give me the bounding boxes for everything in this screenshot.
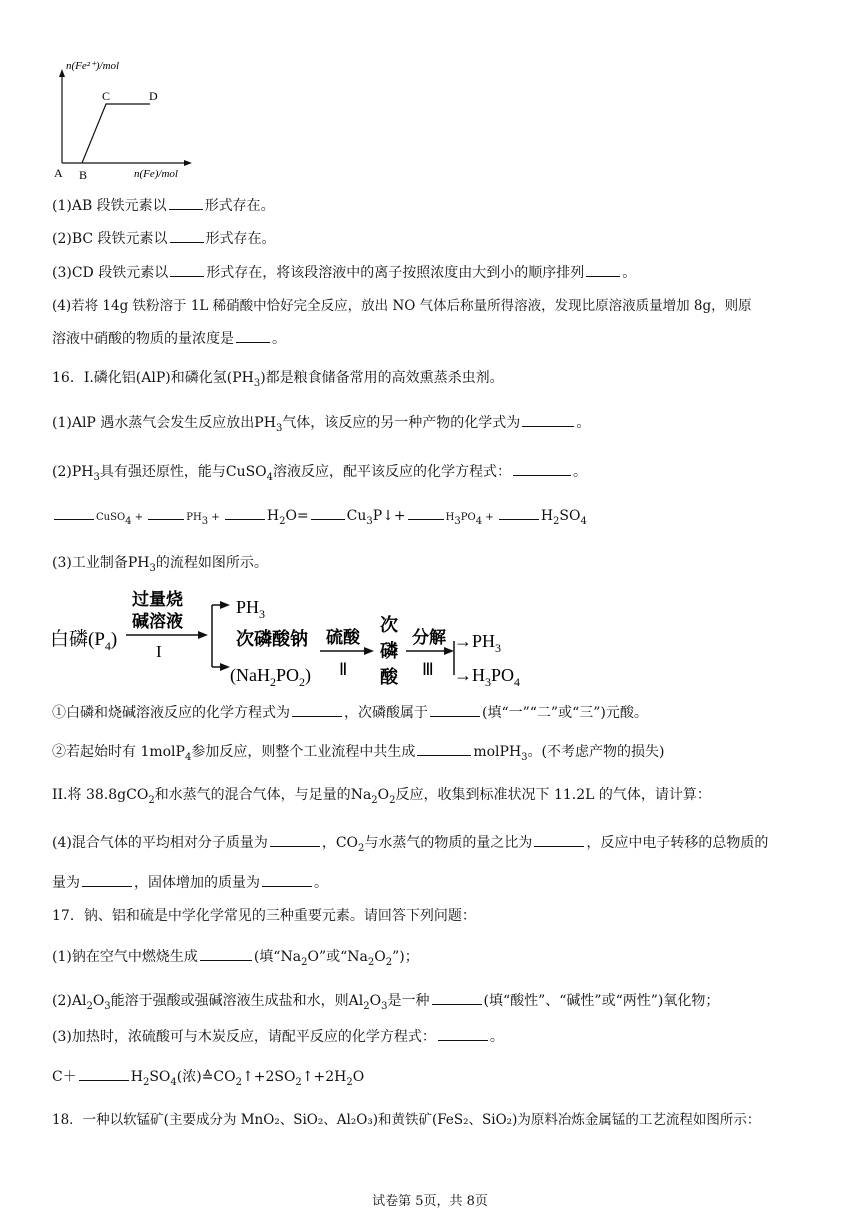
y-axis-arrow — [59, 69, 65, 77]
product-nah2po2: $(NaH_2PO_2)$ — [230, 665, 311, 689]
answer-blank[interactable] — [534, 832, 584, 847]
q15-part2: (2)BC 段铁元素以 形式存在。 — [52, 228, 276, 249]
point-d: D — [149, 89, 158, 103]
answer-blank[interactable] — [432, 990, 482, 1005]
arrow3-step: Ⅲ — [422, 660, 434, 679]
arrow2-label: 硫酸 — [326, 628, 360, 647]
arrow1-label-top2: 碱溶液 — [132, 612, 183, 631]
hypophosphorous-acid-3: 酸 — [380, 667, 398, 687]
q16-title: 16．I.磷化铝(AlP)和磷化氢$(PH_3)$都是粮食储备常用的高效熏蒸杀虫剂。 — [52, 370, 504, 389]
q18-title: 18．一种以软锰矿(主要成分为 MnO₂、SiO₂、Al₂O₃)和黄铁矿(FeS₂、SiO₂)为原料冶炼金属锰的工艺流程如图所示： — [52, 1112, 761, 1128]
answer-blank[interactable] — [586, 262, 620, 277]
q16-part2: $(2)PH_3$具有强还原性，能与CuSO$_4$溶液反应，配平该反应的化学方程式： 。 — [52, 461, 587, 488]
answer-blank[interactable] — [270, 832, 320, 847]
q16-part-ii: II.将 38.8gCO$_2$和水蒸气的混合气体，与足量的$Na_2O_2$反应，收集到标准状况下 11.2L 的气体，请计算： — [52, 787, 711, 806]
arrow2-head — [364, 647, 374, 655]
answer-blank[interactable] — [82, 872, 132, 887]
q15-part1: (1)AB 段铁元素以 形式存在。 — [52, 195, 275, 216]
q16-part1: (1)AlP 遇水蒸气会发生反应放出$PH_3$气体，该反应的另一种产物的化学式为 。 — [52, 412, 590, 439]
q16-part4-line1: (4)混合气体的平均相对分子质量为 ，$CO_2$与水蒸气的物质的量之比为 ，反应中电子转移的总物质的 — [52, 832, 768, 859]
output-ph3: $\to PH_3$ — [454, 631, 502, 655]
coefficient-blank[interactable] — [148, 505, 184, 520]
q17-title: 17．钠、铝和硫是中学化学常见的三种重要元素。请回答下列问题： — [52, 908, 476, 924]
point-a: A — [54, 166, 63, 180]
answer-blank[interactable] — [262, 872, 312, 887]
q16-part4-line2: 量为 ，固体增加的质量为 。 — [52, 872, 328, 893]
q17-equation: $C+ H_2SO_4$(浓)$≙CO_2↑+2SO_2↑+2H_2O$ — [52, 1066, 364, 1093]
q16-part3: (3)工业制备$PH_3$的流程如图所示。 — [52, 555, 268, 574]
q16-sub1: ①白磷和烧碱溶液反应的化学方程式为 ，次磷酸属于 (填“一”“二”或“三”)元酸。 — [52, 702, 648, 723]
q16-sub2: ②若起始时有 1molP$_4$参加反应，则整个工业流程中共生成 molPH$_3$。(不考虑产物的损失) — [52, 741, 664, 768]
x-axis-arrow — [184, 160, 192, 166]
coefficient-blank[interactable] — [79, 1066, 129, 1081]
answer-blank[interactable] — [522, 412, 574, 427]
x-axis-label: n(Fe)/mol — [134, 168, 178, 180]
fe-curve — [82, 104, 150, 163]
answer-blank[interactable] — [200, 946, 252, 961]
answer-blank[interactable] — [513, 461, 571, 476]
answer-blank[interactable] — [170, 228, 204, 243]
point-c: C — [102, 89, 111, 103]
arrow1-step: I — [156, 642, 162, 661]
answer-blank[interactable] — [417, 741, 471, 756]
q15-part4-line2: 溶液中硝酸的物质的量浓度是 。 — [52, 328, 286, 349]
phosphine-flow-diagram — [50, 585, 610, 695]
answer-blank[interactable] — [170, 262, 204, 277]
answer-blank[interactable] — [292, 702, 342, 717]
answer-blank[interactable] — [430, 702, 480, 717]
fe-graph — [52, 55, 202, 185]
q17-part2: $(2)Al_2O_3$能溶于强酸或强碱溶液生成盐和水，则$Al_2O_3$是一种 (填“酸性”、“碱性”或“两性”)氧化物； — [52, 990, 719, 1017]
answer-blank[interactable] — [438, 1026, 488, 1041]
page-footer: 试卷第 5页，共 8页 — [372, 1194, 488, 1209]
arrow3-label: 分解 — [412, 628, 446, 647]
arrow2-step: Ⅱ — [339, 660, 348, 679]
branch1-top-head — [220, 601, 230, 609]
arrow3-head — [444, 647, 454, 655]
hypophosphorous-acid-1: 次 — [380, 615, 398, 635]
answer-blank[interactable] — [169, 195, 203, 210]
arrow1-label-top1: 过量烧 — [132, 590, 183, 609]
product-sodium-hypophosphite: 次磷酸钠 — [236, 629, 308, 649]
hypophosphorous-acid-2: 磷 — [380, 641, 398, 661]
coefficient-blank[interactable] — [311, 505, 345, 520]
q15-part3: (3)CD 段铁元素以 形式存在，将该段溶液中的离子按照浓度由大到小的顺序排列 。 — [52, 262, 636, 283]
product-ph3: $PH_3$ — [236, 597, 266, 621]
y-axis-label: n(Fe²⁺)/mol — [66, 60, 120, 72]
output-h3po4: $\to H_3PO_4$ — [454, 665, 521, 689]
answer-blank[interactable] — [236, 328, 270, 343]
coefficient-blank[interactable] — [54, 505, 94, 520]
coefficient-blank[interactable] — [225, 505, 265, 520]
point-b: B — [79, 168, 88, 182]
q17-part3: (3)加热时，浓硫酸可与木炭反应，请配平反应的化学方程式： 。 — [52, 1026, 504, 1047]
arrow1-head — [198, 631, 208, 639]
coefficient-blank[interactable] — [499, 505, 539, 520]
flow-start: 白磷$(P_4)$ — [50, 629, 118, 653]
q16-equation: CuSO$_4$ + $PH_3 + H_2O=$ $Cu_3P↓+ H_3PO_4 + H_2SO_4$ — [52, 505, 587, 532]
branch1-bottom-head — [220, 663, 230, 671]
q15-part4-line1: (4)若将 14g 铁粉溶于 1L 稀硝酸中恰好完全反应，放出 NO 气体后称量所得溶液，发现比原溶液质量增加 8g，则原 — [52, 298, 752, 314]
q17-part1: (1)钠在空气中燃烧生成 (填“$Na_2O$”或“$Na_2O_2$”)； — [52, 946, 419, 973]
coefficient-blank[interactable] — [408, 505, 444, 520]
